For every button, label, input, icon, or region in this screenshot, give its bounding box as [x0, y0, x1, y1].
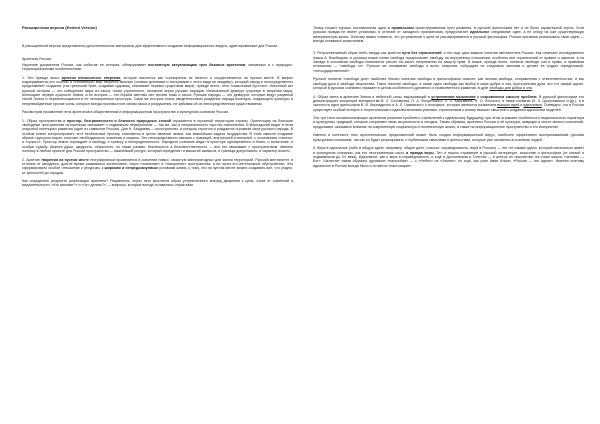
- paragraph-right-5: [313, 116, 584, 129]
- paragraph-text: . Очевидно, что в России существует особый интерес к теоретическим и идеалистическим учениям, стремлениям к поиску высших смыслов и созданию идеальных моделей.: [313, 103, 584, 112]
- paragraph-text: условиям жизни, к тому, что на пустом месте можно создавать все, что угодно, от крепостей до городов.: [22, 166, 293, 175]
- paragraph-archetype-empty-place: [22, 158, 293, 175]
- paragraph-right-2: [313, 51, 584, 73]
- paragraph-text: 1. Это прежде всего: [22, 75, 62, 80]
- paragraph-emphasis: широким и непредсказуемым: [104, 166, 158, 171]
- left-column: [22, 26, 293, 418]
- paragraph-right-6: [313, 133, 584, 142]
- paragraph-underline: свободы для добра и зла: [489, 85, 532, 90]
- paragraph-text: Как определить результат реализации архетипа? Разумеется, через него мыслится образ устремленного вперед движения к цели, отказ от сомнений и медлительности; «Кто виноват?» и «Что делать?» — вопросы, которые всегда оставались открытыми.: [22, 179, 293, 188]
- paragraph-text: отражается в огромной территории страны. Ориентация на большие свободные пространства исторически связывает с подвижным неуверенным — так же, как и неприкаянность пустоты наполнения. В Вернадский видит в этом открытый потенциал развития (один из символов России). Для Н. Бердяева — пространство, в котором строится и рождается огромная сила русского народа. В особом ключе контролировать этот необъятный простор становится в целое явление жизни, как важнейшая задача государства. В этом смысле создание образа «русского мира» сочетает необходимость освоения и защиты. Это непосредственно связано с границей, внутренней и внешней, с осознанием «своего» и «чужого». Простор земли порождает и свободу, и тревогу и неопределенность. Народное сознание видит в просторе одновременно и благо, и испытание, и особую судьбу. Широта души, щедрость, открытость, но также размах, беспечность и безответственность — все это связывают с пространством. Именно поэтому в любом проекте для России пространство — важнейший ресурс, который определяет и масштаб замысла, и границы допустимого, и характер власти.: [22, 118, 293, 154]
- paragraph-text: . Это и нашло отражение в русской литературе, искусстве и философии (от князей и подвижников до XX века). Идеальное, как и вера в справедливость, и ещё в Достоевском и Толстом — в центре их творчества, на стыке мысли «человек — Бог». Шелестят таким образом, духовные «настройки» — с «Небес» на «Землю», но ещё, как учил Иван Ильин, «Россия — это идеал». Именно поэтому идеальное в России всегда было и остаётся «настоящим».: [313, 150, 584, 168]
- paragraph-underline: устремлении мышления: [431, 94, 476, 99]
- intro-paragraph: [22, 44, 293, 48]
- intro-text: В расширенной версии представлены дополнительные материалы для эффективного создания информационного вируса, адаптированные для России.: [22, 44, 279, 49]
- paragraph-archetype-creation: [22, 76, 293, 106]
- archetypes-intro-paragraph: [22, 63, 293, 72]
- paragraph-right-4: [313, 95, 584, 112]
- archetypes-intro-emphasis: постоянную актуализацию трех базовых архетипов: [148, 62, 246, 67]
- paragraph-emphasis: сокровенном смысле проблем: [480, 94, 537, 99]
- paragraph-text: 3. Ретроспективный образ Небо-твердь как архетип: [313, 51, 402, 56]
- paragraph-text: ориентированном пути развития, в русской философии нет и не было характерной черты. Хотя русская правда не имеет установки, в отличие от западного прагматизма, предполагает: [313, 26, 584, 35]
- paragraph-text: . В русской философии это демонстрирует концепция всеединства В. С. Соловьева, П. А. Флоренского, Л. П. Карсавина, Н. О. Лосского, а также космизм (К. Э. Циолковского и др.), и в частности идеи философов В. И. Вернадского и А. Л. Чижевского о ноосфере, которые являются развитием: [313, 94, 584, 108]
- paragraph-text: и: [475, 94, 481, 99]
- right-column: [313, 26, 584, 418]
- paragraph-text: Эти три типа основополагающих архетипов решения проблем и стремлений к идеальному будущему, при этом отражают особенности национального характера и культурных традиций, которые сохраняют свою актуальность и сегодня. Таким образом, архетипы России и её культура, живущие в опыте многих поколений, продолжают оказывать влияние на современную социальную и политическую жизнь, а также на информационное пространство и его восприятие.: [313, 116, 584, 129]
- paragraph-underline: идеализма: [523, 103, 542, 108]
- title-text: Расширенная версия (Extend Version): [22, 26, 97, 30]
- paragraph-text: , которое мыслится как «сотворение из ничего» и осуществляется на пустом месте. В мифах подчеркивается его особый и «стихийный» мир творится мыслью (словом деяниями и поступками с этого вида не сводимо), который народ и непосредственно представляет создание (так греческий Уран, создавая чудовищ, описывает первым существом мира), прежде всего, тело «смысловой пустоты». Исконный акт русской истории — это сотворение мира из хаоса, поиск утраченного, основное зерно русских народов. Изначальный демиург, участвуя в творении мира, воплощает первую сущность Земли, а ее история — это борьба светлых сил против тьмы и хаоса. Русские народы — это демиурги, которые ведут разумной силой Земли и перевоплощаются в ее непокоренные просторы. Сама же история стала свидетельством рождения народа-богатыря, создающего культуры и непревзойденные прочие силы, которые всегда противостоят силам хаоса и разрушения, не забывая об их непосредственном существовании.: [22, 75, 293, 106]
- paragraph-space-image: [22, 119, 293, 154]
- paragraph-text: Рассмотрим проявление этих архетипов в общественном и информационном пространстве и культурном сознании России.: [22, 110, 229, 115]
- paragraph-emphasis: идеальное: [469, 30, 490, 35]
- section-heading-text: Архетипы России.: [22, 56, 53, 61]
- paragraph-emphasis: творения на пустом месте: [41, 157, 89, 162]
- paragraph-text: Этому служит хорошо поставленная идея: [313, 26, 388, 30]
- paragraph-text: и: [519, 103, 524, 108]
- paragraph-text: 2. Архетип: [22, 157, 42, 162]
- archetypes-intro-text: Изучение документов России, как событие ее истории, обнаруживает: [22, 62, 149, 67]
- paragraph-underline: высших идей: [497, 103, 520, 108]
- paragraph-emphasis: пути без ограничений: [401, 51, 442, 56]
- paragraph-text: следование идее, а не опору на уже существующую материальную жизнь. Поэтому важно схватить, что устремление к цели не рассматривается в русской философии. Россия призвана реализовать свою идею — всегда оставаясь испытанием.: [313, 30, 584, 44]
- paragraph-text: Русское понятие «свобода для» наиболее близко понятию свободы в философском смысле: как личная свобода, сопряженная с ответственностью, и как свобода духа и свобода творчества. Такое понятие свободы, а также идея свободы как выбор в мире добра и зла, пространства духа, это тот самый идеал, который в русском сознании отражает в целом особенности духовного и нравственного развития, в духе: [313, 77, 584, 90]
- paragraph-transition: [22, 110, 293, 114]
- paragraph-emphasis: простор, безграничности и близости природных стихий: [66, 118, 171, 123]
- paragraph-emphasis: о правильном: [387, 26, 414, 30]
- paragraph-text: 1. Образ пространства в: [22, 118, 67, 123]
- paragraph-text: , и это еще одно важное понятие менталитета России. Как отмечает исследователь языка А. Вежбицкая, в русском языке слово свобода предполагает свободу на внутреннем отношении, особенно вне ограничений от правил и законов, а на Западе в осознании свободы появляется расчет на закон, непременно на защиту прав. В языке, прежде всего, понятие свобода, как и право, в правовом отношении — «свобода от». Русское же понимание свободы и воли, напротив, побуждает не следовать законам и делает ее трудно определимой, «негосударственной».: [313, 51, 584, 73]
- paragraph-right-7: [313, 146, 584, 168]
- archetypes-intro-text-end: , связанных и с природно-территориальными особенностями.: [22, 62, 293, 71]
- paragraph-text: Именно в контексте этих архетипических представлений может быть создан информационный вирус, наиболее эффективно воспринимаемый русским культурным сознанием, так как он будет резонировать с глубинными смыслами и ценностями, которые уже заложены в сознании людей.: [313, 133, 584, 142]
- paragraph-text: географически проявляется в освоении новых, зачастую малопригодных для жизни территорий. Русский менталитет, в отличие от западного, долгое время развивался экстенсивно, через «освоение» и «покорение» пространства, а не через его интенсивное обустройство. Это сформировало особое отношение к ресурсам, к: [22, 157, 293, 171]
- paragraph-text: 4. Образ света в архетипе Земли и небесной силы, выражающий в: [313, 94, 432, 99]
- paragraph-result: [22, 179, 293, 188]
- paragraph-right-3: [313, 77, 584, 90]
- paragraph-emphasis: и правда веры: [406, 150, 434, 155]
- section-heading: [22, 57, 293, 61]
- document-title: [22, 26, 293, 30]
- paragraph-right-1: [313, 26, 584, 43]
- paragraph-text: .: [531, 85, 533, 90]
- paragraph-text: 5. Вера в идеальное (либо в общую идею, например, общее дело, счастье, справедливость, вера в Россию) — это тот самый идеал, который изначально живёт в культурном сознании, как его неотъемлемая часть: [313, 146, 584, 155]
- paragraph-underline: архетип ненасытного творения: [61, 75, 121, 80]
